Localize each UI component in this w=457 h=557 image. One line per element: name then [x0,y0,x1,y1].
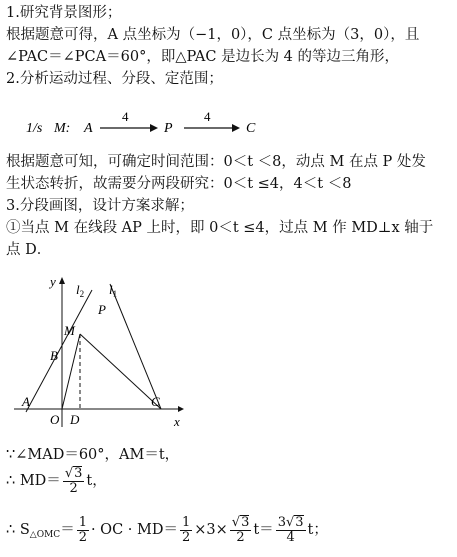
line-l1 [110,284,161,409]
formula-md-prefix: ∴ MD＝ [6,473,61,489]
f2-root: 3 [74,466,83,481]
label-b: B [50,348,58,363]
fraction-half-2 [180,516,192,545]
section-2-heading: 2.分析运动过程、分段、定范围； [6,71,223,87]
label-m: M [64,323,75,338]
fraction-result: $\frac{3√3}{4}$ [277,515,304,545]
motion-arrowhead-2 [232,124,240,132]
area-equals: ＝ [60,522,75,538]
line-l2 [26,290,92,412]
motion-point-p: P [164,121,173,136]
segment-mo [62,334,80,409]
motion-speed: 1/s [26,121,43,136]
label-d: D [70,412,80,427]
res-den: 4 [286,530,295,545]
fraction-root3-over-2b: $\frac{√3}{2}$ [231,515,250,545]
formula-angle: ∵∠MAD＝60°，AM＝t， [6,447,180,463]
area-mid: · OC · MD＝ [90,522,178,538]
formula-md-suffix: t， [86,473,107,489]
label-a: A [22,394,30,409]
motion-point-a: A [84,121,93,136]
r3-root: 3 [241,515,250,530]
fraction-half-1 [77,516,89,545]
label-o: O [50,412,60,427]
y-axis-arrow [59,277,65,284]
area-prefix: ∴ S [6,522,30,538]
fraction-root3-over-2: $\frac{√3}{2}$ [64,466,83,496]
label-l1: $l_1$ [109,282,118,299]
section-3-heading: 3.分段画图，设计方案求解； [6,198,194,214]
half1-num: 1 [78,514,87,530]
equilateral-text: ∠PAC＝∠PCA＝60°，即△PAC 是边长为 4 的等边三角形， [6,49,400,65]
formula-md [6,466,107,496]
section-1-heading: 1.研究背景图形； [6,5,122,21]
res-coef: 3 [277,515,286,530]
area-end: t； [307,522,328,538]
label-c: C [151,394,160,409]
analysis-block [6,151,452,261]
turning-point-text: 生状态转折，故需要分两段研究：0＜t ≤4，4＜t ＜8 [6,176,352,192]
half2-den: 2 [181,529,191,545]
segment-mc [80,334,161,409]
coordinates-text: 根据题意可得，A 点坐标为（−1，0），C 点坐标为（3，0），且 [6,27,420,43]
half1-den: 2 [78,529,87,545]
motion-segment-2: 4 [204,109,211,124]
motion-diagram [26,108,286,144]
x-axis-arrow [178,406,184,412]
area-t: t＝ [253,522,274,538]
label-y: y [50,274,56,289]
label-p: P [98,302,106,317]
motion-arrowhead-1 [150,124,158,132]
half2-num: 1 [181,514,191,530]
geometry-figure [12,272,192,432]
res-root: 3 [295,515,304,530]
f2-den: 2 [69,481,78,496]
motion-segment-1: 4 [122,109,129,124]
motion-object: M: [54,121,71,136]
r3-den: 2 [236,530,245,545]
solution-document [6,2,452,90]
case-1-text-cont: 点 D． [6,242,52,258]
case-1-text: ①当点 M 在线段 AP 上时，即 0＜t ≤4，过点 M 作 MD⊥x 轴于 [6,220,434,236]
time-range-text: 根据题意可知，可确定时间范围：0＜t ＜8，动点 M 在点 P 处发 [6,154,426,170]
label-l2: $l_2$ [76,282,85,299]
label-x: x [174,414,180,429]
formula-area [6,515,328,545]
motion-point-c: C [246,121,256,136]
area-subscript: △OMC [29,530,61,540]
area-times: ×3× [194,522,228,538]
